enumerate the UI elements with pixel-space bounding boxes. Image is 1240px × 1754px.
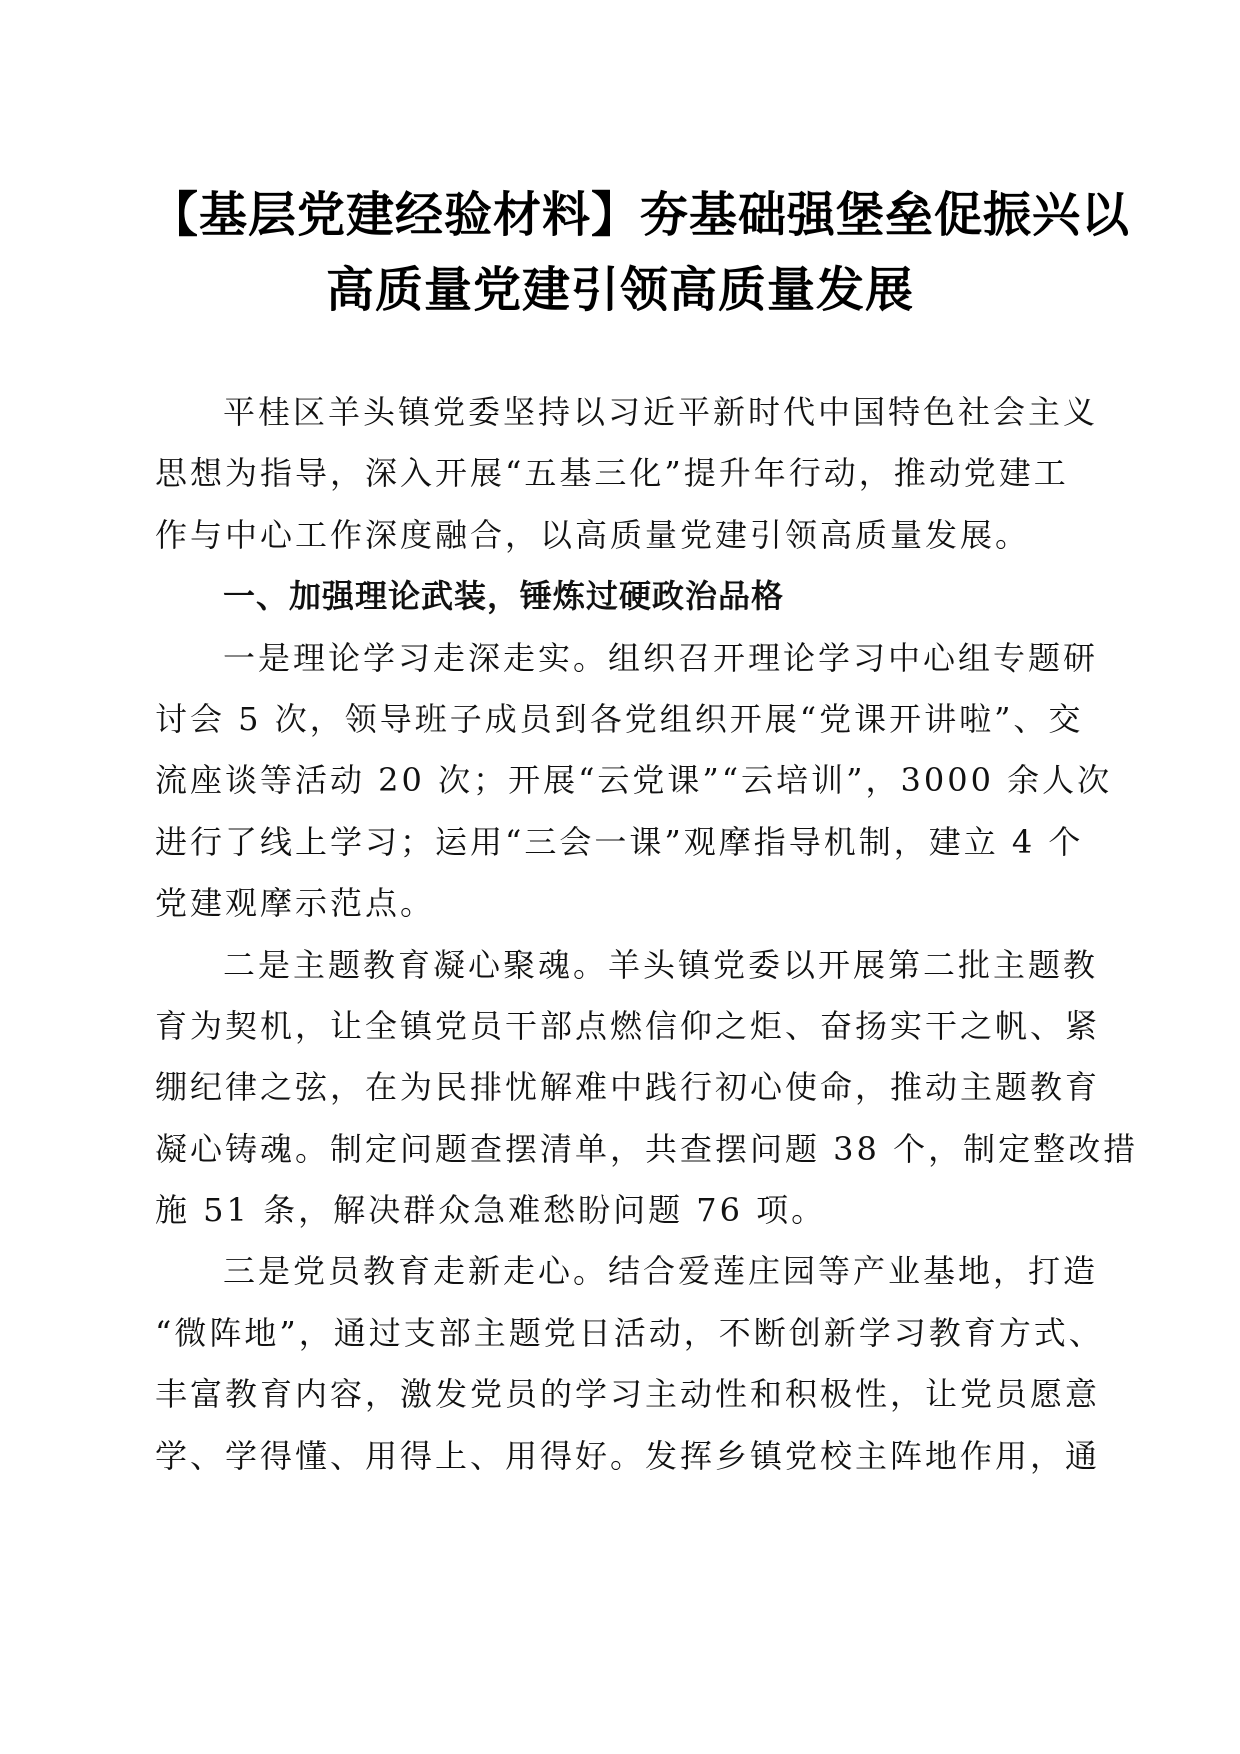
- para1-line-4: 进行了线上学习；运用“三会一课”观摩指导机制，建立 4 个: [155, 822, 1084, 861]
- intro-line-2: 思想为指导，深入开展“五基三化”提升年行动，推动党建工: [155, 454, 1069, 493]
- para3-line-3: 丰富教育内容，激发党员的学习主动性和积极性，让党员愿意: [155, 1375, 1101, 1414]
- para2-line-2: 育为契机，让全镇党员干部点燃信仰之炬、奋扬实干之帆、紧: [155, 1006, 1101, 1045]
- para3-line-1: 三是党员教育走新走心。结合爱莲庄园等产业基地，打造: [223, 1252, 1099, 1291]
- document-title: [150, 178, 1131, 328]
- para2-line-3: 绷纪律之弦，在为民排忧解难中践行初心使命，推动主题教育: [155, 1068, 1101, 1107]
- title-line-2: 高质量党建引领高质量发展: [325, 262, 914, 318]
- para1-line-5: 党建观摩示范点。: [155, 884, 436, 923]
- intro-line-1: 平桂区羊头镇党委坚持以习近平新时代中国特色社会主义: [223, 393, 1099, 431]
- para2-line-1: 二是主题教育凝心聚魂。羊头镇党委以开展第二批主题教: [223, 945, 1099, 984]
- document-body: [155, 382, 1139, 1487]
- title-line-1: 【基层党建经验材料】夯基础强堡垒促振兴以: [150, 187, 1131, 243]
- section-heading-1: 一、加强理论武装，锤炼过硬政治品格: [223, 577, 785, 616]
- para1-line-3: 流座谈等活动 20 次；开展“云党课”“云培训”，3000 余人次: [155, 761, 1113, 800]
- para2-line-4: 凝心铸魂。制定问题查摆清单，共查摆问题 38 个，制定整改措: [155, 1129, 1139, 1168]
- intro-line-3: 作与中心工作深度融合，以高质量党建引领高质量发展。: [155, 515, 1031, 554]
- para3-line-2: “微阵地”，通过支部主题党日活动，不断创新学习教育方式、: [155, 1313, 1104, 1352]
- para3-line-4: 学、学得懂、用得上、用得好。发挥乡镇党校主阵地作用，通: [155, 1436, 1101, 1475]
- para1-line-1: 一是理论学习走深走实。组织召开理论学习中心组专题研: [223, 638, 1099, 677]
- para1-line-2: 讨会 5 次，领导班子成员到各党组织开展“党课开讲啦”、交: [155, 699, 1084, 738]
- para2-line-5: 施 51 条，解决群众急难愁盼问题 76 项。: [155, 1191, 827, 1230]
